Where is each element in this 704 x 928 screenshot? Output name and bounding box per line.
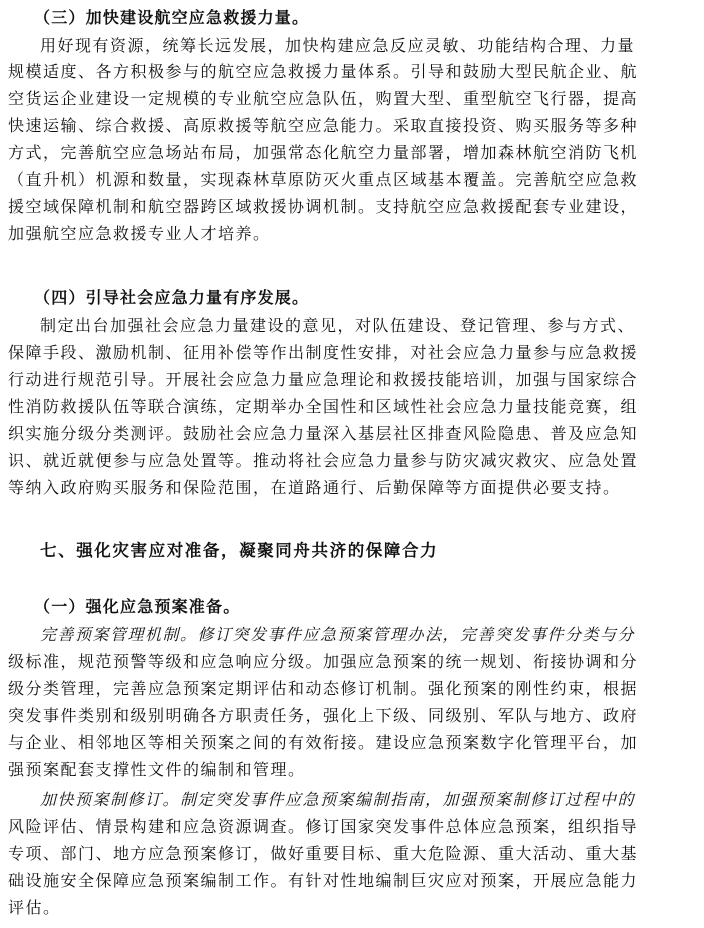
paragraph-line: 强预案配套支撑性文件的编制和管理。 — [8, 760, 306, 779]
paragraph-line: 规模适度、各方积极参与的航空应急救援力量体系。引导和鼓励大型民航企业、航 — [8, 62, 639, 81]
paragraph-line: 加强航空应急救援专业人才培养。 — [8, 224, 271, 243]
section-heading-plans: （一）强化应急预案准备。 — [34, 597, 241, 616]
paragraph-line: 性消防救援队伍等联合演练，定期举办全国性和区域性社会应急力量技能竞赛，组 — [8, 397, 639, 416]
paragraph-line: 识、就近就便参与应急处置等。推动将社会应急力量参与防灾减灾救灾、应急处置 — [8, 451, 639, 470]
paragraph-line: 制定出台加强社会应急力量建设的意见，对队伍建设、登记管理、参与方式、 — [40, 316, 636, 335]
paragraph-line: 专项、部门、地方应急预案修订，做好重要目标、重大危险源、重大活动、重大基 — [8, 844, 639, 863]
paragraph-line: 加快预案制修订。制定突发事件应急预案编制指南，加强预案制修订过程中的 — [40, 790, 636, 809]
paragraph-line: 方式，完善航空应急场站布局，加强常态化航空力量部署，增加森林航空消防飞机 — [8, 143, 639, 162]
paragraph-line: 快速运输、综合救援、高原救援等航空应急能力。采取直接投资、购买服务等多种 — [8, 116, 639, 135]
paragraph-line: 风险评估、情景构建和应急资源调查。修订国家突发事件总体应急预案，组织指导 — [8, 817, 639, 836]
paragraph-line: 等纳入政府购买服务和保险范围，在道路通行、后勤保障等方面提供必要支持。 — [8, 478, 621, 497]
paragraph-line: 保障手段、激励机制、征用补偿等作出制度性安排，对社会应急力量参与应急救援 — [8, 343, 639, 362]
paragraph-line: 援空域保障机制和航空器跨区域救援协调机制。支持航空应急救援配套专业建设， — [8, 197, 639, 216]
paragraph-line: 级分类管理，完善应急预案定期评估和动态修订机制。强化预案的刚性约束，根据 — [8, 679, 639, 698]
paragraph-line: （直升机）机源和数量，实现森林草原防灭火重点区域基本覆盖。完善航空应急救 — [8, 170, 639, 189]
paragraph-line: 突发事件类别和级别明确各方职责任务，强化上下级、同级别、军队与地方、政府 — [8, 706, 639, 725]
paragraph-line: 级标准，规范预警等级和应急响应分级。加强应急预案的统一规划、衔接协调和分 — [8, 652, 639, 671]
paragraph-line: 完善预案管理机制。修订突发事件应急预案管理办法，完善突发事件分类与分 — [40, 625, 636, 644]
paragraph-line: 础设施安全保障应急预案编制工作。有针对性地编制巨灾应对预案，开展应急能力 — [8, 871, 639, 890]
paragraph-line: 用好现有资源，统筹长远发展，加快构建应急反应灵敏、功能结构合理、力量 — [40, 36, 636, 55]
chapter-heading: 七、强化灾害应对准备，凝聚同舟共济的保障合力 — [40, 541, 439, 560]
paragraph-line: 行动进行规范引导。开展社会应急力量应急理论和救援技能培训，加强与国家综合 — [8, 370, 639, 389]
section-heading-aviation: （三）加快建设航空应急救援力量。 — [34, 8, 310, 27]
paragraph-line: 空货运企业建设一定规模的专业航空应急队伍，购置大型、重型航空飞行器，提高 — [8, 89, 639, 108]
paragraph-line: 与企业、相邻地区等相关预案之间的有效衔接。建设应急预案数字化管理平台，加 — [8, 733, 639, 752]
paragraph-line: 织实施分级分类测评。鼓励社会应急力量深入基层社区排查风险隐患、普及应急知 — [8, 424, 639, 443]
paragraph-line: 评估。 — [8, 898, 61, 917]
section-heading-social-forces: （四）引导社会应急力量有序发展。 — [34, 288, 310, 307]
